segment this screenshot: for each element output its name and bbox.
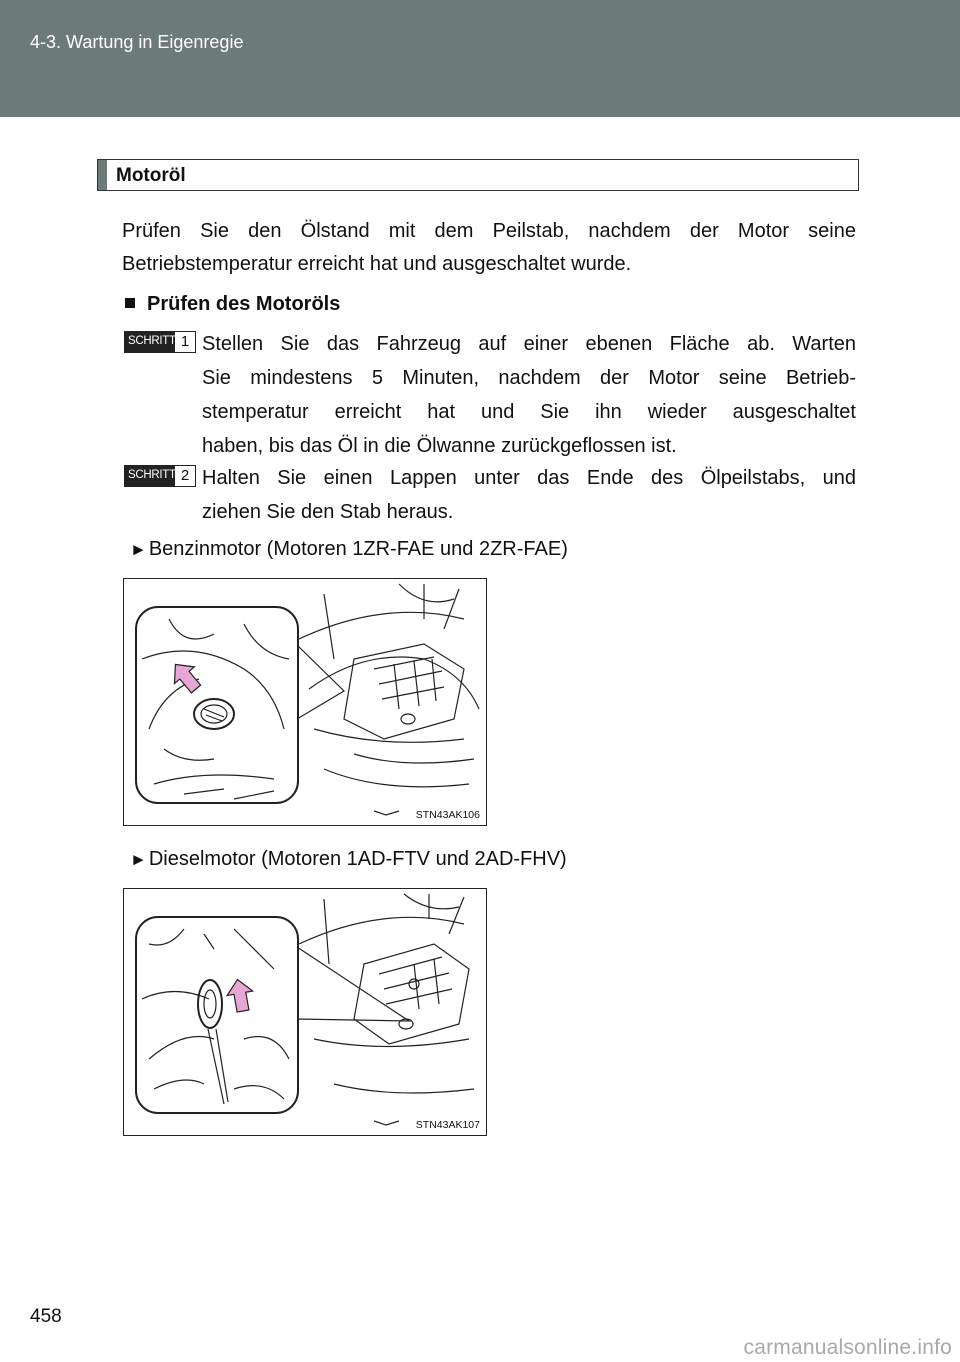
step1-line-3: stemperatur erreicht hat und Sie ihn wieder ausgeschaltet	[202, 401, 856, 423]
step1-line-1: Stellen Sie das Fahrzeug auf einer ebenen Fläche ab. Warten	[202, 333, 856, 355]
variant-label-gasoline	[130, 535, 568, 564]
step-badge-2	[124, 465, 196, 487]
section-accent	[98, 160, 107, 190]
watermark: carmanualsonline.info	[743, 1336, 952, 1359]
pull-arrow-icon	[165, 656, 205, 697]
figure-gasoline-engine	[123, 578, 487, 826]
page-number: 458	[30, 1306, 62, 1327]
intro-line-2: Betriebstemperatur erreicht hat und ausgeschaltet wurde.	[122, 253, 632, 275]
figure-diesel-engine	[123, 888, 487, 1136]
figure-code: STN43AK106	[415, 809, 480, 821]
step-badge-number: 2	[180, 467, 190, 484]
figure-code: STN43AK107	[415, 1119, 480, 1131]
variant-label-text: Dieselmotor (Motoren 1AD-FTV und 2AD-FHV)	[148, 848, 567, 870]
step1-line-4: haben, bis das Öl in die Ölwanne zurückgeflossen ist.	[202, 435, 677, 457]
pull-arrow-icon	[225, 977, 256, 1013]
square-bullet-icon	[125, 298, 135, 308]
chapter-header	[0, 0, 960, 117]
step2-line-1: Halten Sie einen Lappen unter das Ende des Ölpeilstabs, und	[202, 467, 856, 489]
intro-line-1: Prüfen Sie den Ölstand mit dem Peilstab, nachdem der Motor seine	[122, 220, 856, 242]
subheading	[125, 293, 340, 316]
subheading-text: Prüfen des Motoröls	[147, 293, 341, 315]
step-badge-label: SCHRITT	[125, 332, 175, 352]
variant-label-diesel	[130, 845, 567, 874]
step-badge-label: SCHRITT	[125, 466, 175, 486]
variant-label-text: Benzinmotor (Motoren 1ZR-FAE und 2ZR-FAE)	[148, 538, 568, 560]
triangle-right-icon: ►	[130, 540, 147, 559]
step-badge-1	[124, 331, 196, 353]
chapter-title: 4-3. Wartung in Eigenregie	[30, 32, 244, 52]
step-badge-number: 1	[180, 333, 190, 350]
section-heading-box	[97, 159, 859, 191]
section-title: Motoröl	[116, 165, 186, 186]
triangle-right-icon: ►	[130, 850, 147, 869]
step1-line-2: Sie mindestens 5 Minuten, nachdem der Motor seine Betrieb-	[202, 367, 856, 389]
step2-line-2: ziehen Sie den Stab heraus.	[202, 501, 454, 523]
engine-illustration-gasoline	[124, 579, 487, 826]
engine-illustration-diesel	[124, 889, 487, 1136]
